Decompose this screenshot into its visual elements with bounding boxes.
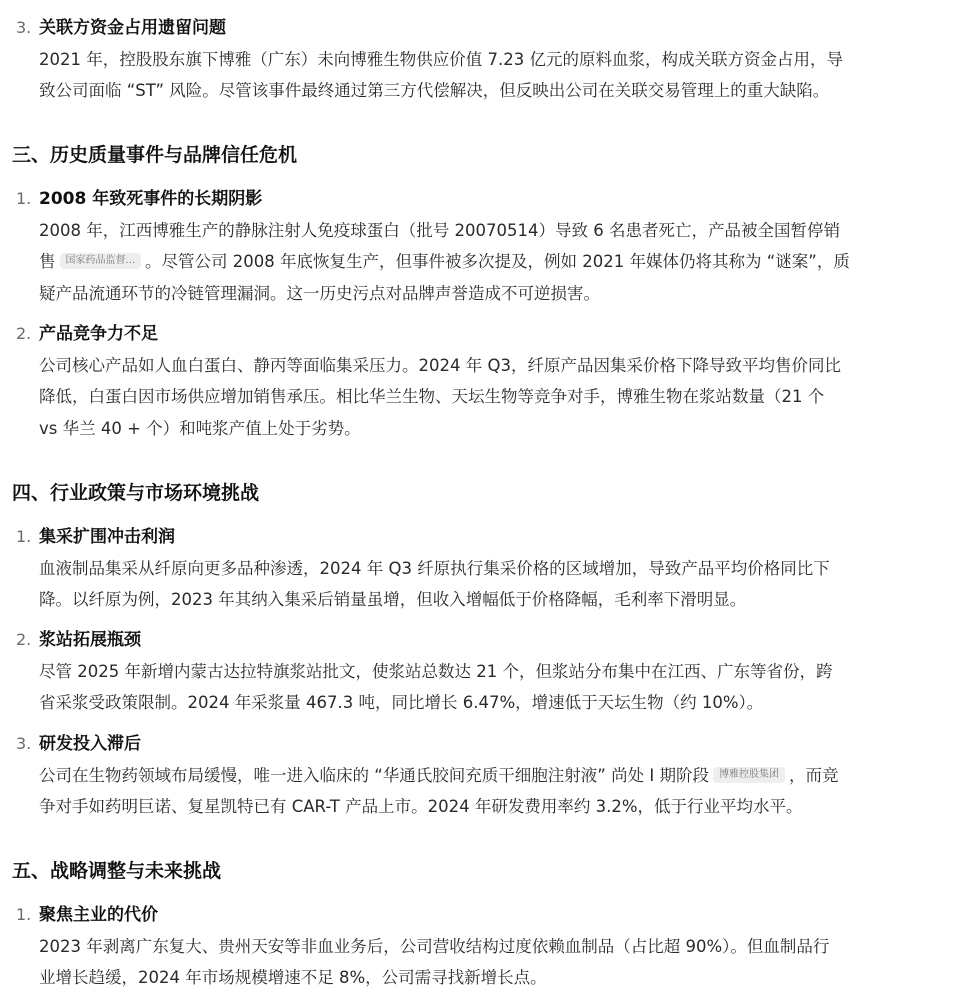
list-number: 3. [16, 734, 32, 753]
list-item-title: 关联方资金占用遗留问题 [39, 18, 226, 38]
list-item-title: 研发投入滞后 [39, 734, 141, 754]
paragraph-text: 。尽管公司 2008 年底恢复生产，但事件被多次提及，例如 2021 年媒体仍将其称为 “谜案”，质 [145, 252, 850, 271]
paragraph-text: ，而竞 [788, 766, 839, 785]
citation-chip-nmpa[interactable]: 国家药品监督... [60, 253, 142, 269]
list-item-title: 浆站拓展瓶颈 [39, 630, 141, 650]
paragraph-line: 血液制品集采从纤原向更多品种渗透，2024 年 Q3 纤原执行集采价格的区域增加，导致产品平均价格同比下 [39, 559, 830, 578]
paragraph-text: 公司在生物药领域布局缓慢，唯一进入临床的 “华通氏胶间充质干细胞注射液” 尚处 I 期阶段 [39, 766, 709, 785]
paragraph-line: 尽管 2025 年新增内蒙古达拉特旗浆站批文，使浆站总数达 21 个，但浆站分布集中在江西、广东等省份，跨 [39, 662, 833, 681]
paragraph-line: 致公司面临 “ST” 风险。尽管该事件最终通过第三方代偿解决，但反映出公司在关联交易管理上的重大缺陷。 [39, 81, 830, 100]
paragraph-line: 降低，白蛋白因市场供应增加销售承压。相比华兰生物、天坛生物等竞争对手，博雅生物在浆站数量（21 个 [39, 387, 825, 406]
list-number: 1. [16, 905, 32, 924]
citation-chip-boya-holding[interactable]: 博雅控股集团 [713, 767, 785, 783]
list-number: 2. [16, 324, 32, 343]
paragraph-line: 2023 年剥离广东复大、贵州天安等非血业务后，公司营收结构过度依赖血制品（占比超 90%）。但血制品行 [39, 937, 830, 956]
section-heading-quality-events: 三、历史质量事件与品牌信任危机 [12, 144, 298, 166]
list-number: 1. [16, 527, 32, 546]
paragraph-line: 2021 年，控股股东旗下博雅（广东）未向博雅生物供应价值 7.23 亿元的原料血浆，构成关联方资金占用，导 [39, 50, 843, 69]
paragraph-line [39, 764, 838, 788]
list-item-title: 集采扩围冲击利润 [39, 527, 175, 547]
section-heading-strategy: 五、战略调整与未来挑战 [12, 860, 222, 882]
paragraph-line: 2008 年，江西博雅生产的静脉注射人免疫球蛋白（批号 20070514）导致 6 名患者死亡，产品被全国暂停销 [39, 221, 840, 240]
paragraph-line: 业增长趋缓，2024 年市场规模增速不足 8%，公司需寻找新增长点。 [39, 968, 547, 987]
list-number: 2. [16, 630, 32, 649]
section-heading-policy-market: 四、行业政策与市场环境挑战 [12, 482, 260, 504]
list-number: 3. [16, 18, 32, 37]
paragraph-line: 降。以纤原为例，2023 年其纳入集采后销量虽增，但收入增幅低于价格降幅，毛利率下滑明显。 [39, 590, 747, 609]
list-item-title: 2008 年致死事件的长期阴影 [39, 189, 263, 209]
paragraph-line [39, 250, 850, 274]
paragraph-line: vs 华兰 40 + 个）和吨浆产值上处于劣势。 [39, 419, 361, 438]
paragraph-text: 售 [39, 252, 56, 271]
paragraph-line: 公司核心产品如人血白蛋白、静丙等面临集采压力。2024 年 Q3，纤原产品因集采价格下降导致平均售价同比 [39, 356, 841, 375]
paragraph-line: 省采浆受政策限制。2024 年采浆量 467.3 吨，同比增长 6.47%，增速低于天坛生物（约 10%）。 [39, 693, 764, 712]
paragraph-line: 疑产品流通环节的冷链管理漏洞。这一历史污点对品牌声誉造成不可逆损害。 [39, 284, 600, 303]
list-number: 1. [16, 189, 32, 208]
list-item-title: 聚焦主业的代价 [39, 905, 158, 925]
list-item-title: 产品竞争力不足 [39, 324, 158, 344]
paragraph-line: 争对手如药明巨诺、复星凯特已有 CAR-T 产品上市。2024 年研发费用率约 3.2%，低于行业平均水平。 [39, 797, 803, 816]
